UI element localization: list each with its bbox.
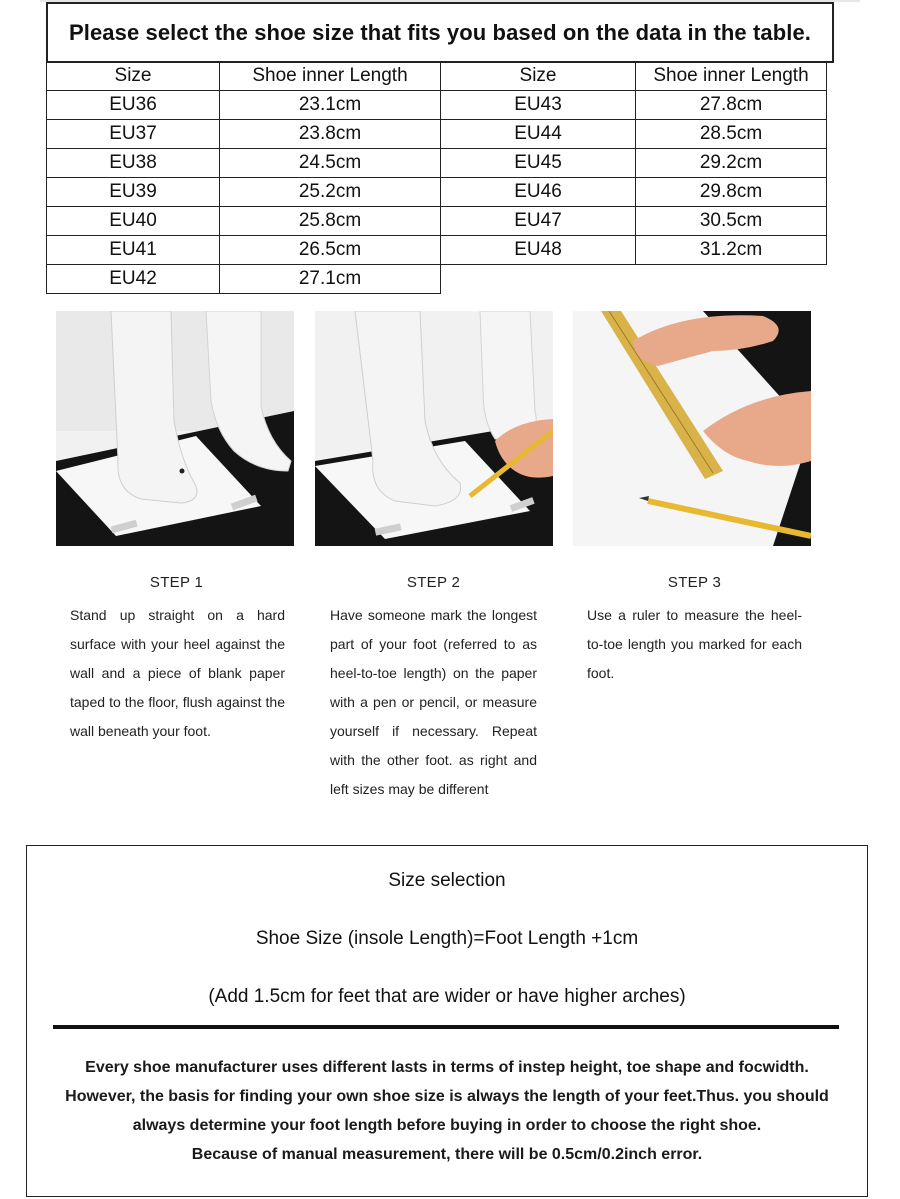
table-row xyxy=(47,91,827,120)
step-2 xyxy=(330,574,537,804)
step3-photo xyxy=(573,311,811,546)
size-chart xyxy=(46,2,834,302)
size-cell: EU38 xyxy=(47,149,220,178)
selection-heading: Size selection xyxy=(388,870,506,891)
length-cell: 25.8cm xyxy=(220,207,441,236)
size-cell: EU42 xyxy=(47,265,220,294)
length-cell: 27.1cm xyxy=(220,265,441,294)
step-text: Stand up straight on a hard surface with your heel against the wall and a piece of blank paper taped to the floor, flush against the wall beneath your foot. xyxy=(70,607,285,739)
empty-cell xyxy=(441,265,636,294)
size-cell: EU36 xyxy=(47,91,220,120)
step-1 xyxy=(70,574,285,746)
length-cell: 26.5cm xyxy=(220,236,441,265)
step2-photo xyxy=(315,311,553,546)
paragraph-line: Because of manual measurement, there will be 0.5cm/0.2inch error. xyxy=(191,1146,703,1163)
paragraph-line: Every shoe manufacturer uses different lasts in terms of instep height, toe shape and focwidth. xyxy=(85,1059,809,1076)
step-text: Use a ruler to measure the heel-to-toe length you marked for each foot. xyxy=(587,607,802,681)
size-cell: EU39 xyxy=(47,178,220,207)
step-title: STEP 1 xyxy=(149,574,204,591)
table-row xyxy=(47,236,827,265)
step1-photo xyxy=(56,311,294,546)
selection-note: (Add 1.5cm for feet that are wider or have higher arches) xyxy=(208,986,686,1007)
step-title: STEP 3 xyxy=(667,574,722,591)
size-cell: EU44 xyxy=(441,120,636,149)
size-cell: EU46 xyxy=(441,178,636,207)
table-row xyxy=(47,178,827,207)
size-cell: EU48 xyxy=(441,236,636,265)
length-cell: 25.2cm xyxy=(220,178,441,207)
length-cell: 30.5cm xyxy=(636,207,827,236)
length-cell: 23.8cm xyxy=(220,120,441,149)
size-selection-box xyxy=(26,845,868,1197)
step-3 xyxy=(587,574,802,688)
selection-divider xyxy=(53,1025,839,1029)
step-title: STEP 2 xyxy=(406,574,461,591)
header-cell: Shoe inner Length xyxy=(220,62,441,91)
paragraph-line: However, the basis for finding your own shoe size is always the length of your feet.Thus. you should xyxy=(65,1088,829,1105)
size-cell: EU43 xyxy=(441,91,636,120)
size-chart-table xyxy=(46,61,827,294)
length-cell: 23.1cm xyxy=(220,91,441,120)
size-cell: EU47 xyxy=(441,207,636,236)
length-cell: 28.5cm xyxy=(636,120,827,149)
length-cell: 31.2cm xyxy=(636,236,827,265)
size-cell: EU37 xyxy=(47,120,220,149)
size-chart-title: Please select the shoe size that fits you based on the data in the table. xyxy=(46,2,834,63)
size-cell: EU40 xyxy=(47,207,220,236)
selection-paragraph xyxy=(27,1053,867,1169)
table-row xyxy=(47,265,827,294)
empty-cell xyxy=(636,265,827,294)
paragraph-line: always determine your foot length before buying in order to choose the right shoe. xyxy=(132,1117,762,1134)
header-cell: Size xyxy=(441,62,636,91)
length-cell: 29.8cm xyxy=(636,178,827,207)
table-row xyxy=(47,120,827,149)
selection-formula: Shoe Size (insole Length)=Foot Length +1cm xyxy=(255,928,639,949)
size-cell: EU41 xyxy=(47,236,220,265)
header-cell: Shoe inner Length xyxy=(636,62,827,91)
length-cell: 27.8cm xyxy=(636,91,827,120)
length-cell: 24.5cm xyxy=(220,149,441,178)
step-text: Have someone mark the longest part of your foot (referred to as heel-to-toe length) on the paper with a pen or pencil, or measure yourself if necessary. Repeat with the other foot. as right and left sizes may be different xyxy=(330,607,537,797)
size-cell: EU45 xyxy=(441,149,636,178)
table-row xyxy=(47,207,827,236)
table-row xyxy=(47,149,827,178)
header-cell: Size xyxy=(47,62,220,91)
table-header-row xyxy=(47,62,827,91)
length-cell: 29.2cm xyxy=(636,149,827,178)
